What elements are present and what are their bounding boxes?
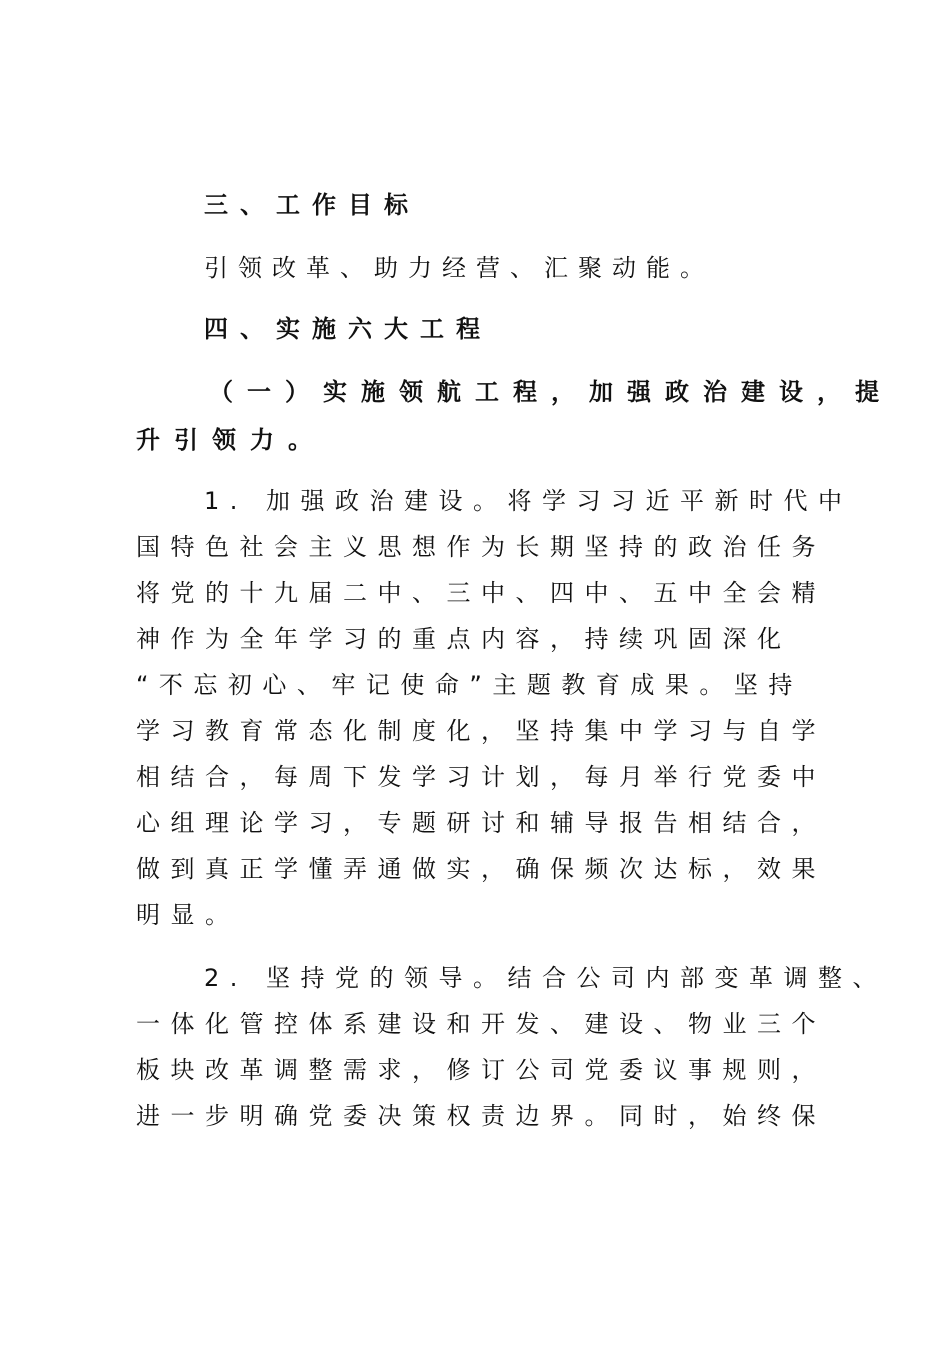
para2-line: 2. 坚持党的领导。结合公司内部变革调整、 — [204, 964, 888, 992]
subheading-line-2: 升引领力。 — [136, 426, 326, 454]
subheading-line-1: （一）实施领航工程，加强政治建设，提 — [209, 378, 893, 406]
para1-line: 相结合，每周下发学习计划，每月举行党委中 — [136, 763, 826, 791]
para1-line: 将党的十九届二中、三中、四中、五中全会精 — [136, 579, 826, 607]
section-heading-work-goals: 三、工作目标 — [204, 191, 420, 219]
para2-line: 板块改革调整需求，修订公司党委议事规则， — [136, 1056, 826, 1084]
para1-line: 1. 加强政治建设。将学习习近平新时代中 — [204, 487, 853, 515]
work-goals-text: 引领改革、助力经营、汇聚动能。 — [204, 254, 714, 282]
para2-line: 一体化管控体系建设和开发、建设、物业三个 — [136, 1010, 826, 1038]
para1-line: 国特色社会主义思想作为长期坚持的政治任务 — [136, 533, 826, 561]
section-heading-six-projects: 四、实施六大工程 — [204, 315, 492, 343]
para1-line: 心组理论学习，专题研讨和辅导报告相结合， — [136, 809, 826, 837]
para2-line: 进一步明确党委决策权责边界。同时，始终保 — [136, 1102, 826, 1130]
para1-line: 做到真正学懂弄通做实，确保频次达标，效果 — [136, 855, 826, 883]
para1-line: 明显。 — [136, 901, 240, 929]
para1-line: “不忘初心、牢记使命”主题教育成果。坚持 — [136, 671, 803, 699]
para1-line: 神作为全年学习的重点内容，持续巩固深化 — [136, 625, 792, 653]
para1-line: 学习教育常态化制度化，坚持集中学习与自学 — [136, 717, 826, 745]
